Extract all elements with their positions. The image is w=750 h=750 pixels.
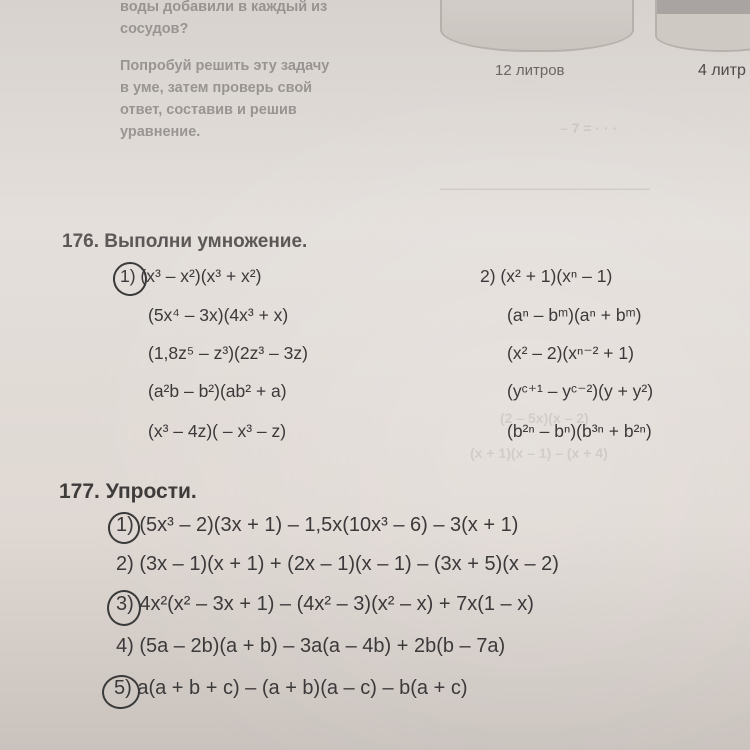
- ex176-right-4: (yᶜ⁺¹ – yᶜ⁻²)(y + y²): [507, 381, 654, 401]
- handwritten-circle-mark: [107, 590, 141, 626]
- ex176-right-1: 2) (x² + 1)(xⁿ – 1): [480, 266, 613, 286]
- ex176-left-2: (5x⁴ – 3x)(4x³ + x): [148, 305, 289, 325]
- ex176-right-2: (aⁿ – bᵐ)(aⁿ + bᵐ): [507, 305, 642, 325]
- bleed-through-text: (x + 1)(x – 1) – (x + 4): [470, 445, 608, 461]
- hint-text: [120, 55, 420, 143]
- ex177-item-1: 1) (5x³ – 2)(3x + 1) – 1,5x(10x³ – 6) – 3(x + 1): [116, 514, 519, 536]
- container-caption-right: 4 литр: [698, 62, 746, 79]
- task-line: воды добавили в каждый из: [120, 0, 328, 15]
- ex176-left-1: 1) (x³ – x²)(x³ + x²): [120, 266, 262, 286]
- ex176-right-5: (b²ⁿ – bⁿ)(b³ⁿ + b²ⁿ): [507, 421, 652, 441]
- hint-line: ответ, составив и решив: [120, 102, 297, 118]
- container-caption-left: 12 литров: [495, 62, 565, 79]
- exercise-number: 177.: [59, 480, 100, 503]
- container-illustration-right: [655, 0, 750, 52]
- hint-line: в уме, затем проверь свой: [120, 80, 313, 96]
- exercise-title: Выполни умножение.: [104, 231, 308, 252]
- ex176-left-3: (1,8z⁵ – z³)(2z³ – 3z): [148, 343, 308, 363]
- ex176-left-5: (x³ – 4z)( – x³ – z): [148, 421, 287, 441]
- ex177-item-3: 3) 4x²(x² – 3x + 1) – (4x² – 3)(x² – x) + 7x(1 – x): [116, 593, 534, 615]
- ex177-item-5: 5) a(a + b + c) – (a + b)(a – c) – b(a + c): [114, 677, 468, 699]
- exercise-title: Упрости.: [105, 480, 197, 503]
- ex176-left-4: (a²b – b²)(ab² + a): [148, 381, 287, 401]
- exercise-177-heading: [59, 480, 197, 504]
- hint-line: уравнение.: [120, 124, 201, 140]
- hint-line: Попробуй решить эту задачу: [120, 58, 330, 74]
- bleed-through-text: (2 – 5x)(x – 2): [500, 410, 589, 426]
- task-text: [120, 0, 420, 40]
- container-illustration-left: [440, 0, 634, 52]
- task-line: сосудов?: [120, 21, 189, 37]
- exercise-176-heading: [62, 231, 307, 253]
- ex176-right-3: (x² – 2)(xⁿ⁻² + 1): [507, 343, 634, 363]
- bleed-through-text: ———————————————: [440, 180, 650, 196]
- exercise-number: 176.: [62, 231, 99, 252]
- ex177-item-4: 4) (5a – 2b)(a + b) – 3a(a – 4b) + 2b(b – 7a): [116, 635, 506, 657]
- bleed-through-text: – 7 = · · ·: [560, 120, 618, 136]
- ex177-item-2: 2) (3x – 1)(x + 1) + (2x – 1)(x – 1) – (3x + 5)(x – 2): [116, 553, 559, 575]
